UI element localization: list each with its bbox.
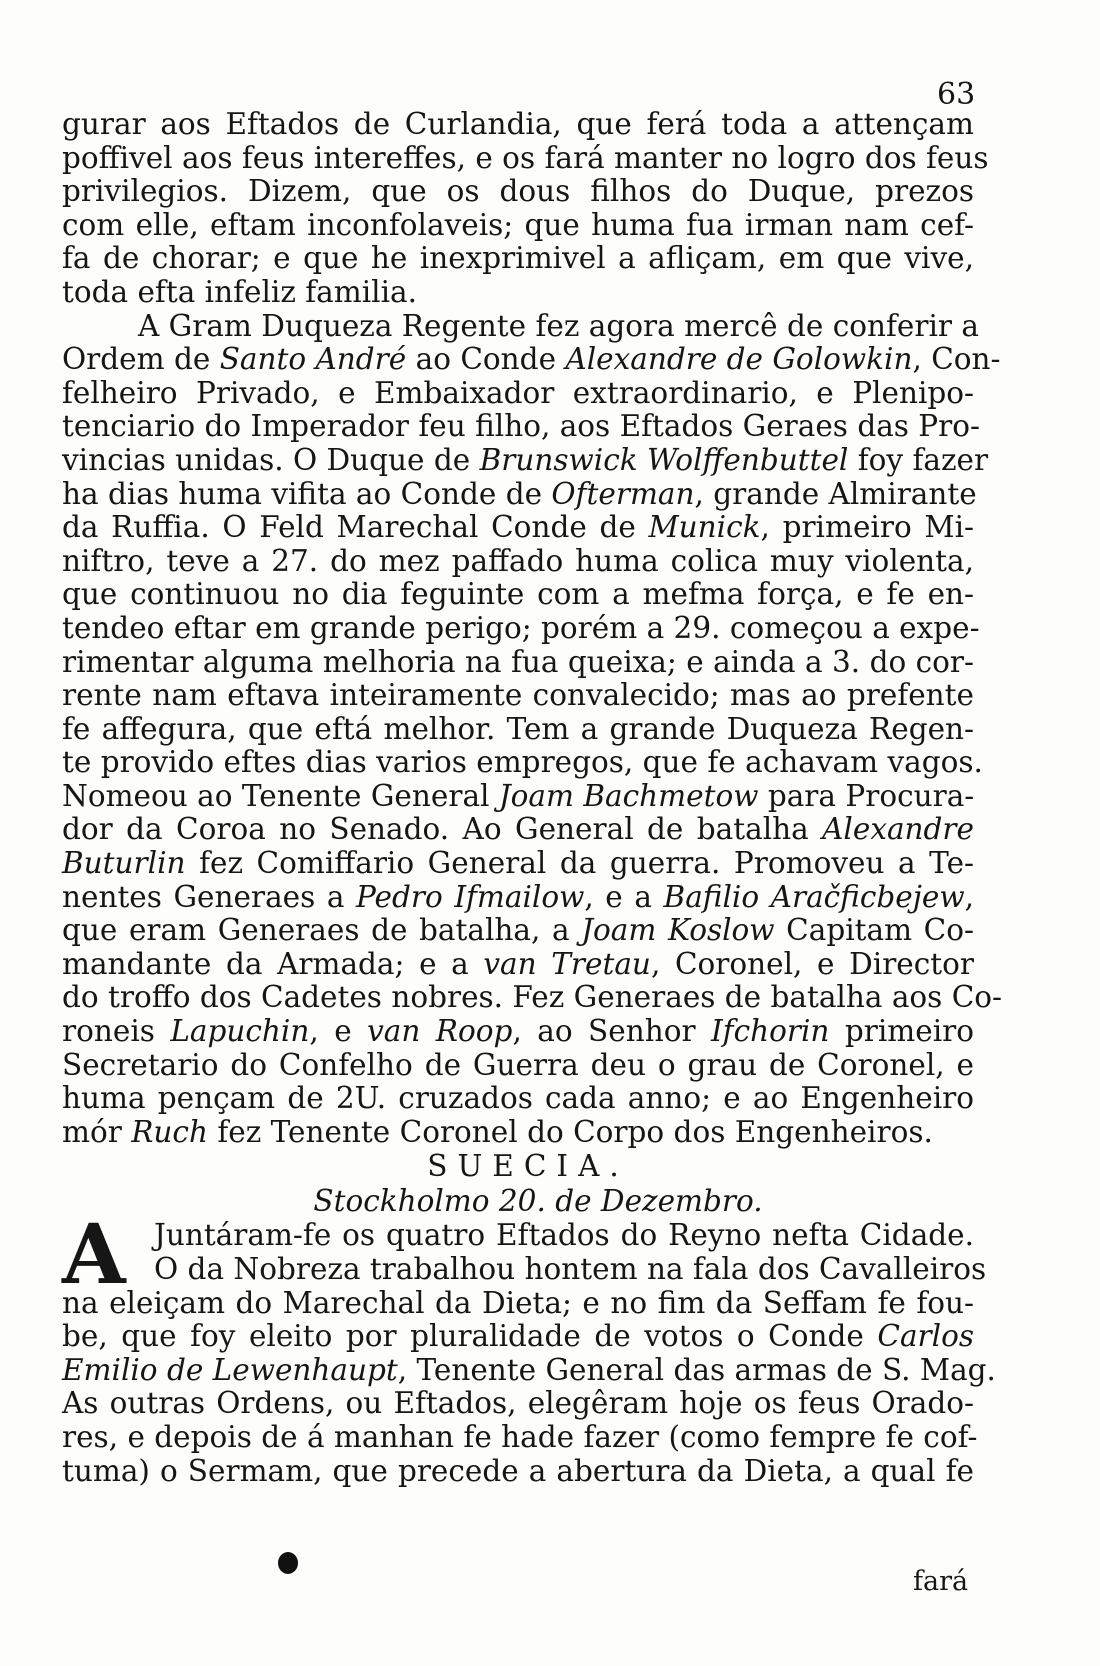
text-line <box>62 476 977 512</box>
text-run: primeiro <box>829 1014 975 1049</box>
text-run: poffivel aos feus intereffes, e os fará manter no logro dos feus <box>62 140 989 175</box>
text-run: huma pençam de 2U. cruzados cada anno; e ao Engenheiro <box>62 1081 974 1116</box>
text-run: na eleiçam do Marechal da Dieta; e no fim da Seffam fe fou- <box>62 1285 974 1320</box>
text-block <box>62 107 1002 1488</box>
text-run: fez Comiffario General da guerra. Promoveu a Te- <box>185 846 974 881</box>
italic-name: Joam Bachmetow <box>498 778 759 813</box>
text-run: mór <box>62 1114 132 1149</box>
italic-name: Pedro Ifmailow <box>356 879 585 914</box>
italic-name: Emilio de Lewenhaupt <box>62 1352 398 1387</box>
text-line <box>62 308 979 344</box>
italic-name: Brunswick Wolffenbuttel <box>479 442 849 477</box>
text-line <box>62 713 974 747</box>
text-run: niftro, teve a 27. do mez paffado huma colica muy violenta, <box>62 543 974 578</box>
text-line <box>62 1082 974 1116</box>
text-line <box>62 1116 974 1150</box>
text-line <box>62 1455 974 1489</box>
text-run: As outras Ordens, ou Eftados, elegêram hoje os feus Orado- <box>62 1386 974 1421</box>
italic-name: Munick <box>648 510 761 545</box>
italic-name: Carlos <box>877 1319 974 1354</box>
drop-cap: A <box>62 1207 126 1304</box>
text-run: roneis <box>62 1014 171 1049</box>
text-run: , Coronel, e Director <box>650 946 974 981</box>
section-heading: SUECIA. <box>427 1149 629 1184</box>
italic-name: Ruch <box>131 1114 208 1149</box>
text-run: , grande Almirante <box>694 476 977 511</box>
paragraph-gram-duqueza <box>62 308 1002 1150</box>
text-run: tendeo eftar em grande perigo; porém a 29. começou a expe- <box>62 610 980 645</box>
text-run: felheiro Privado, e Embaixador extraordinario, e Plenipo- <box>62 375 974 410</box>
text-run: rimentar alguma melhoria na fua queixa; e ainda a 3. do cor- <box>62 644 974 679</box>
text-run: vincias unidas. O Duque de <box>62 442 480 477</box>
text-run: para Procura- <box>758 778 975 813</box>
italic-name: Ofterman <box>551 476 695 511</box>
text-line <box>62 1015 974 1049</box>
italic-name: Lapuchin <box>170 1014 310 1049</box>
text-line <box>62 1219 974 1253</box>
text-run: tuma) o Sermam, que precede a abertura da Dieta, a qual fe <box>62 1453 974 1488</box>
text-run: da Ruffia. O Feld Marechal Conde de <box>62 510 649 545</box>
text-line <box>62 108 974 142</box>
text-run: Capitam Co- <box>774 913 974 948</box>
text-line <box>62 1252 987 1287</box>
dateline: Stockholmo 20. de Dezembro. <box>313 1184 763 1219</box>
text-run: Secretario do Confelho de Guerra deu o grau de Coronel, e <box>62 1047 974 1082</box>
text-line <box>62 1352 996 1388</box>
text-run: A Gram Duqueza Regente fez agora mercê de conferir a <box>138 308 979 343</box>
text-line <box>62 140 989 176</box>
text-line <box>62 1049 974 1083</box>
text-line <box>62 881 974 915</box>
text-line <box>62 646 974 680</box>
italic-name: Bafilio Aračficbejew <box>663 879 965 914</box>
italic-name: Ifchorin <box>711 1014 830 1049</box>
text-run: Ordem de <box>62 342 220 377</box>
text-line <box>62 948 974 982</box>
text-run: que eram Generaes de batalha, a <box>62 913 582 948</box>
text-run: rente nam eftava inteiramente convalecido; mas ao prefente <box>62 678 974 713</box>
text-run: , ao Senhor <box>512 1014 712 1049</box>
text-line <box>62 610 980 646</box>
text-run: , Tenente General das armas de S. Mag. <box>397 1352 996 1387</box>
text-run: fez Tenente Coronel do Corpo dos Engenheiros. <box>207 1114 933 1149</box>
text-run: be, que foy eleito por pluralidade de votos o Conde <box>62 1319 878 1354</box>
text-run: res, e depois de á manhan fe hade fazer (como fempre fe cof- <box>62 1419 978 1454</box>
text-run: mandante da Armada; e a <box>62 946 484 981</box>
text-line <box>62 409 980 444</box>
text-run: dor da Coroa no Senado. Ao General de batalha <box>62 812 823 847</box>
text-run: fe affegura, que eftá melhor. Tem a grande Duqueza Regen- <box>62 711 974 746</box>
text-line <box>62 545 974 579</box>
text-line <box>62 914 974 948</box>
text-line <box>62 342 1001 377</box>
text-run: privilegios. Dizem, que os dous filhos do Duque, prezos <box>62 174 974 209</box>
text-run: , <box>964 879 974 914</box>
page-number: 63 <box>937 77 976 112</box>
text-run: do troffo dos Cadetes nobres. Fez Generaes de batalha aos Co- <box>62 980 1002 1015</box>
text-line <box>62 847 974 881</box>
text-run: ao Conde <box>406 342 566 377</box>
text-run: com elle, eftam inconfolaveis; que huma fua irman nam cef- <box>62 207 974 242</box>
paragraph-suecia <box>62 1207 996 1488</box>
text-run: nentes Generaes a <box>62 879 357 914</box>
text-line <box>62 1320 974 1354</box>
italic-name: van Roop <box>367 1014 513 1049</box>
text-line <box>62 813 974 847</box>
italic-name: Alexandre de Golowkin <box>565 342 913 377</box>
text-run: , e a <box>584 879 664 914</box>
text-line <box>62 377 974 411</box>
text-line <box>62 209 974 243</box>
text-line <box>62 175 974 209</box>
paragraph-curlandia <box>62 107 989 310</box>
text-run: foy fazer <box>848 442 989 477</box>
text-run: , primeiro Mi- <box>760 510 974 545</box>
italic-name: van Tretau <box>483 946 651 981</box>
text-run: , e <box>309 1014 368 1049</box>
text-line <box>62 442 989 478</box>
text-run: toda efta infeliz familia. <box>62 274 418 309</box>
italic-name: Santo André <box>219 342 407 377</box>
text-run: tenciario do Imperador feu filho, aos Eftados Geraes das Pro- <box>62 409 980 444</box>
text-line <box>62 980 1002 1015</box>
text-line <box>62 242 974 276</box>
italic-name: Alexandre <box>822 812 974 847</box>
text-run: , Con- <box>912 342 1001 377</box>
text-line <box>62 1387 974 1421</box>
ink-blot <box>278 1552 298 1574</box>
catchword: fará <box>913 1566 969 1597</box>
text-run: que continuou no dia feguinte com a mefma força, e fe en- <box>62 577 974 612</box>
text-run: fa de chorar; e que he inexprimivel a afliçam, em que vive, <box>62 241 974 276</box>
text-run: ha dias huma vifita ao Conde de <box>62 476 552 511</box>
text-line <box>62 511 974 545</box>
text-line <box>62 1287 974 1321</box>
italic-name: Joam Koslow <box>581 913 775 948</box>
italic-name: Buturlin <box>62 846 186 881</box>
text-run: Nomeou ao Tenente General <box>62 778 499 813</box>
text-line <box>62 578 974 612</box>
text-run: O da Nobreza trabalhou hontem na fala dos Cavalleiros <box>154 1252 987 1286</box>
text-line <box>62 780 974 814</box>
text-line <box>62 745 983 780</box>
text-line <box>62 1419 978 1455</box>
text-run: te provido eftes dias varios empregos, que fe achavam vagos. <box>62 745 983 780</box>
text-line <box>62 276 974 310</box>
text-line <box>62 679 974 713</box>
text-run: Juntáram-fe os quatro Eftados do Reyno nefta Cidade. <box>154 1218 974 1253</box>
text-run: gurar aos Eftados de Curlandia, que ferá toda a attençam <box>62 107 974 141</box>
